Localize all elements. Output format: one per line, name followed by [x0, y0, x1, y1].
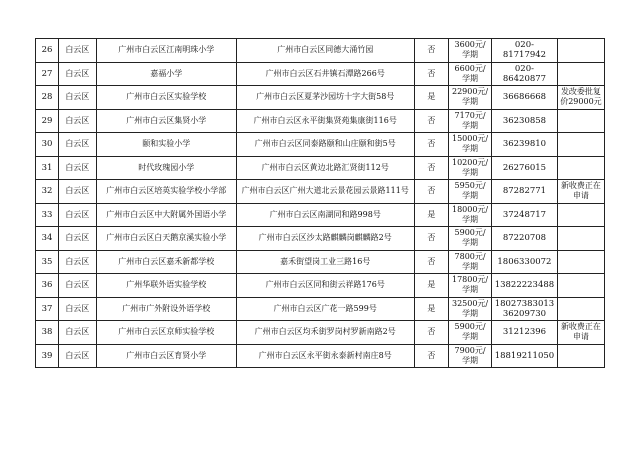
yes-no-cell: 否 [414, 344, 449, 368]
district-cell: 白云区 [59, 86, 97, 110]
phone-cell: 13822223488 [492, 274, 558, 298]
yes-no-cell: 否 [414, 250, 449, 274]
fee-cell: 18000元/学期 [449, 203, 492, 227]
phone-cell: 26276015 [492, 156, 558, 180]
school-name-cell: 广州华联外语实验学校 [96, 274, 236, 298]
fee-cell: 10200元/学期 [449, 156, 492, 180]
table-row [36, 297, 605, 321]
district-cell: 白云区 [59, 344, 97, 368]
fee-cell: 7800元/学期 [449, 250, 492, 274]
district-cell: 白云区 [59, 321, 97, 345]
table-row [36, 39, 605, 63]
row-number-cell: 26 [36, 39, 59, 63]
row-number-cell: 28 [36, 86, 59, 110]
phone-cell: 1806330072 [492, 250, 558, 274]
fee-cell: 3600元/学期 [449, 39, 492, 63]
table-row [36, 344, 605, 368]
yes-no-cell: 是 [414, 274, 449, 298]
school-name-cell: 广州市白云区育贤小学 [96, 344, 236, 368]
note-cell [557, 227, 604, 251]
address-cell: 广州市白云区石井镇石潭路266号 [236, 62, 414, 86]
district-cell: 白云区 [59, 297, 97, 321]
school-name-cell: 颐和实验小学 [96, 133, 236, 157]
address-cell: 广州市白云区夏茅沙园坊十字大街58号 [236, 86, 414, 110]
note-cell [557, 344, 604, 368]
note-cell: 新收费正在申请 [557, 180, 604, 204]
table-row [36, 156, 605, 180]
address-cell: 广州市白云区同泰路颐和山庄颐和街5号 [236, 133, 414, 157]
district-cell: 白云区 [59, 227, 97, 251]
phone-cell: 37248717 [492, 203, 558, 227]
fee-cell: 17800元/学期 [449, 274, 492, 298]
district-cell: 白云区 [59, 180, 97, 204]
school-name-cell: 广州市广外附设外语学校 [96, 297, 236, 321]
row-number-cell: 32 [36, 180, 59, 204]
table-row [36, 227, 605, 251]
phone-cell: 18027383013 36209730 [492, 297, 558, 321]
district-cell: 白云区 [59, 133, 97, 157]
school-name-cell: 时代玫瑰园小学 [96, 156, 236, 180]
address-cell: 广州市白云区同和街云祥路176号 [236, 274, 414, 298]
address-cell: 广州市白云区南湖同和路998号 [236, 203, 414, 227]
row-number-cell: 27 [36, 62, 59, 86]
school-name-cell: 广州市白云区江南明珠小学 [96, 39, 236, 63]
district-cell: 白云区 [59, 156, 97, 180]
yes-no-cell: 否 [414, 321, 449, 345]
school-name-cell: 广州市白云区集贤小学 [96, 109, 236, 133]
fee-cell: 5900元/学期 [449, 321, 492, 345]
fee-cell: 5950元/学期 [449, 180, 492, 204]
row-number-cell: 37 [36, 297, 59, 321]
phone-cell: 36239810 [492, 133, 558, 157]
row-number-cell: 29 [36, 109, 59, 133]
address-cell: 嘉禾街望岗工业三路16号 [236, 250, 414, 274]
row-number-cell: 35 [36, 250, 59, 274]
table-row [36, 274, 605, 298]
row-number-cell: 36 [36, 274, 59, 298]
note-cell [557, 109, 604, 133]
fee-cell: 5900元/学期 [449, 227, 492, 251]
table-row [36, 250, 605, 274]
row-number-cell: 33 [36, 203, 59, 227]
yes-no-cell: 否 [414, 180, 449, 204]
row-number-cell: 39 [36, 344, 59, 368]
table-row [36, 86, 605, 110]
table-body [36, 39, 605, 368]
district-cell: 白云区 [59, 250, 97, 274]
phone-cell: 36230858 [492, 109, 558, 133]
table-row [36, 203, 605, 227]
yes-no-cell: 否 [414, 133, 449, 157]
address-cell: 广州市白云区黄边北路汇贤街112号 [236, 156, 414, 180]
row-number-cell: 31 [36, 156, 59, 180]
note-cell [557, 274, 604, 298]
fee-cell: 7900元/学期 [449, 344, 492, 368]
note-cell [557, 133, 604, 157]
school-name-cell: 嘉福小学 [96, 62, 236, 86]
phone-cell: 18819211050 [492, 344, 558, 368]
school-name-cell: 广州市白云区实验学校 [96, 86, 236, 110]
table-row [36, 180, 605, 204]
note-cell: 新收费正在申请 [557, 321, 604, 345]
note-cell [557, 297, 604, 321]
table-row [36, 109, 605, 133]
fee-cell: 32500元/学期 [449, 297, 492, 321]
school-name-cell: 广州市白云区京师实验学校 [96, 321, 236, 345]
row-number-cell: 34 [36, 227, 59, 251]
yes-no-cell: 否 [414, 62, 449, 86]
row-number-cell: 38 [36, 321, 59, 345]
table-row [36, 133, 605, 157]
row-number-cell: 30 [36, 133, 59, 157]
table-row [36, 62, 605, 86]
yes-no-cell: 否 [414, 156, 449, 180]
fee-cell: 6600元/学期 [449, 62, 492, 86]
note-cell: 发改委批复价29000元 [557, 86, 604, 110]
fee-cell: 15000元/学期 [449, 133, 492, 157]
phone-cell: 31212396 [492, 321, 558, 345]
yes-no-cell: 是 [414, 203, 449, 227]
note-cell [557, 250, 604, 274]
phone-cell: 36686668 [492, 86, 558, 110]
address-cell: 广州市白云区永平街集贤苑集康街116号 [236, 109, 414, 133]
note-cell [557, 39, 604, 63]
district-cell: 白云区 [59, 62, 97, 86]
yes-no-cell: 是 [414, 86, 449, 110]
yes-no-cell: 否 [414, 39, 449, 63]
district-cell: 白云区 [59, 274, 97, 298]
district-cell: 白云区 [59, 203, 97, 227]
fee-cell: 22900元/学期 [449, 86, 492, 110]
address-cell: 广州市白云区同德大涌竹园 [236, 39, 414, 63]
yes-no-cell: 是 [414, 297, 449, 321]
phone-cell: 020-81717942 [492, 39, 558, 63]
phone-cell: 87220708 [492, 227, 558, 251]
note-cell [557, 62, 604, 86]
school-name-cell: 广州市白云区白天鹅京溪实验小学 [96, 227, 236, 251]
school-name-cell: 广州市白云区嘉禾新都学校 [96, 250, 236, 274]
note-cell [557, 156, 604, 180]
school-fee-table [35, 38, 605, 368]
yes-no-cell: 否 [414, 227, 449, 251]
address-cell: 广州市白云区广花一路599号 [236, 297, 414, 321]
fee-cell: 7170元/学期 [449, 109, 492, 133]
address-cell: 广州市白云区广州大道北云景花园云景路111号 [236, 180, 414, 204]
district-cell: 白云区 [59, 39, 97, 63]
address-cell: 广州市白云区均禾街罗岗村罗新南路2号 [236, 321, 414, 345]
school-name-cell: 广州市白云区培英实验学校小学部 [96, 180, 236, 204]
address-cell: 广州市白云区沙太路麒麟岗麒麟路2号 [236, 227, 414, 251]
table-row [36, 321, 605, 345]
address-cell: 广州市白云区永平街永泰新村南庄8号 [236, 344, 414, 368]
phone-cell: 020-86420877 [492, 62, 558, 86]
school-name-cell: 广州市白云区中大附属外国语小学 [96, 203, 236, 227]
district-cell: 白云区 [59, 109, 97, 133]
yes-no-cell: 否 [414, 109, 449, 133]
note-cell [557, 203, 604, 227]
phone-cell: 87282771 [492, 180, 558, 204]
